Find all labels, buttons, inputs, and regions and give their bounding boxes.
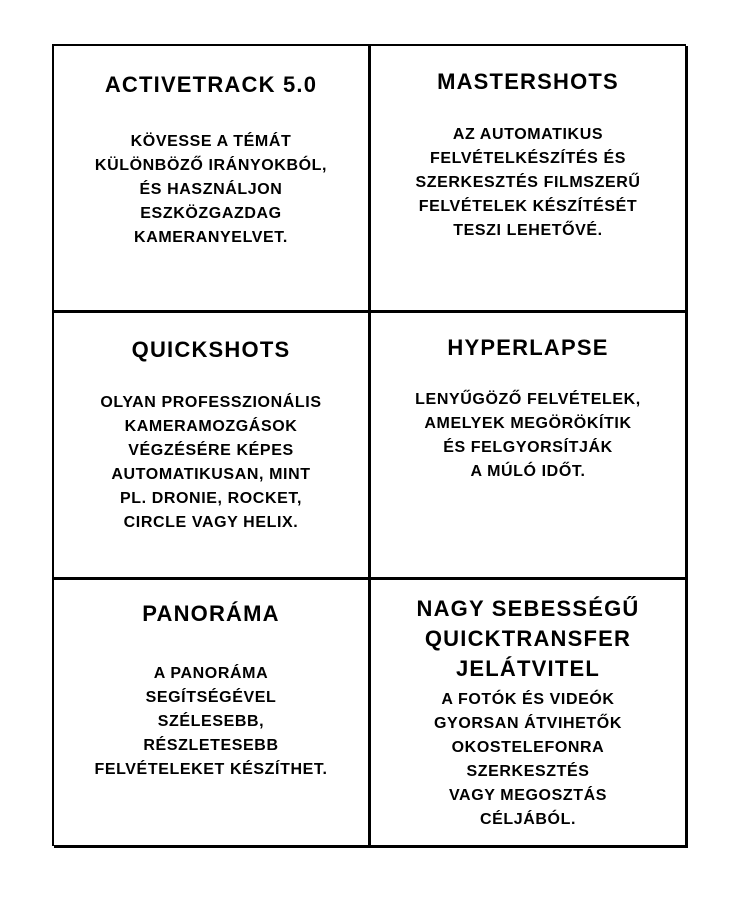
feature-card-panorama: [54, 580, 371, 848]
feature-card-hyperlapse: [371, 313, 688, 580]
feature-description: AZ AUTOMATIKUS FELVÉTELKÉSZÍTÉS ÉS SZERKESZTÉS FILMSZERŰ FELVÉTELEK KÉSZÍTÉSÉT TESZI LEHETŐVÉ.: [415, 126, 641, 239]
feature-card-activetrack: [54, 46, 371, 313]
feature-card-mastershots: [371, 46, 688, 313]
feature-description: A PANORÁMA SEGÍTSÉGÉVEL SZÉLESEBB, RÉSZLETESEBB FELVÉTELEKET KÉSZÍTHET.: [94, 665, 328, 778]
feature-title: ACTIVETRACK 5.0: [104, 72, 318, 97]
feature-title: HYPERLAPSE: [447, 335, 609, 360]
feature-card-quickshots: [54, 313, 371, 580]
feature-description: OLYAN PROFESSZIONÁLIS KAMERAMOZGÁSOK VÉGZÉSÉRE KÉPES AUTOMATIKUSAN, MINT PL. DRONIE, ROCKET, CIRCLE VAGY HELIX.: [100, 394, 322, 531]
feature-grid: [52, 44, 686, 846]
feature-description: KÖVESSE A TÉMÁT KÜLÖNBÖZŐ IRÁNYOKBÓL, ÉS HASZNÁLJON ESZKÖZGAZDAG KAMERANYELVET.: [94, 133, 328, 246]
feature-description: A FOTÓK ÉS VIDEÓK GYORSAN ÁTVIHETŐK OKOSTELEFONRA SZERKESZTÉS VAGY MEGOSZTÁS CÉLJÁBÓL.: [434, 691, 622, 828]
feature-card-quicktransfer: [371, 580, 688, 848]
feature-title: MASTERSHOTS: [437, 69, 619, 94]
feature-title: PANORÁMA: [142, 601, 280, 626]
feature-title: NAGY SEBESSÉGŰ QUICKTRANSFER JELÁTVITEL: [416, 596, 640, 681]
feature-title: QUICKSHOTS: [131, 337, 291, 362]
feature-description: LENYŰGÖZŐ FELVÉTELEK, AMELYEK MEGÖRÖKÍTIK ÉS FELGYORSÍTJÁK A MÚLÓ IDŐT.: [415, 391, 641, 480]
